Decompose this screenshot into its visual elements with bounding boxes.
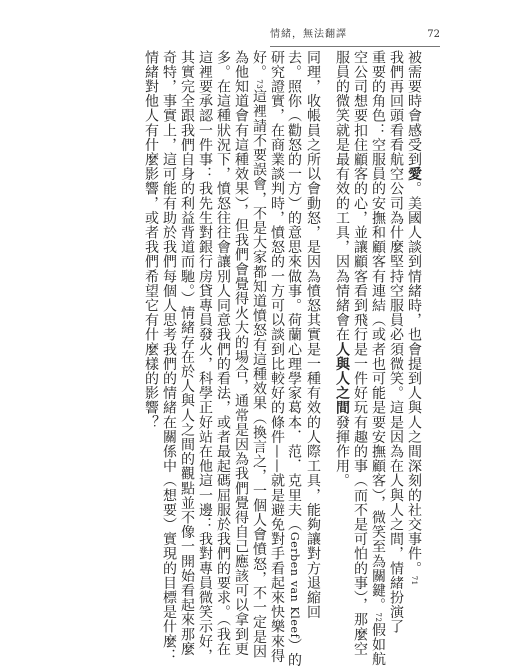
text-run: 我們再回頭看看航空公司為什麼堅持空服員必須微笑。這是因為在人與人之間，情緒扮演了 <box>388 50 404 634</box>
text-run: 這裡請不要誤會，不是大家都知道憤怒有這種效果（換言之，一個人會憤怒，不一定是因 <box>251 89 267 659</box>
footnote-marker: 71 <box>410 575 418 586</box>
paragraph-2-line <box>232 50 249 657</box>
footnote-marker: 72 <box>374 612 382 623</box>
emphasis-text: 愛 <box>406 166 422 182</box>
vertical-text-body <box>36 50 422 667</box>
footnote-marker: 73 <box>255 79 263 90</box>
text-run: 被需要時會感受到 <box>406 50 422 167</box>
text-run: 重要的角色：空服員的安撫和顧客有連結（或者也可能是要安撫顧客），微笑至為關鍵。 <box>370 50 386 613</box>
text-run: 好。 <box>251 50 267 80</box>
paragraph-1-line <box>351 50 368 657</box>
paragraph-gap <box>322 50 332 486</box>
paragraph-2-line <box>214 50 231 657</box>
text-run: 情緒對他人有什麼影響，或者我們希望它有什麼樣的影響？ <box>143 50 159 430</box>
paragraph-1-line <box>369 50 386 667</box>
text-run: 研究證實，在商業談判時，憤怒的一方可以談到比較好的條件——就是避免對手看起來快樂來得 <box>269 50 285 664</box>
text-run: 服員的微笑就是最有效的工具，因為情緒會在 <box>334 50 350 342</box>
paragraph-2-line <box>142 50 159 486</box>
text-run: Gerben van Kleef <box>288 531 301 639</box>
text-run: 發揮作用。 <box>334 415 350 488</box>
text-run: 這裡要承認一件事：我先生對銀行房貸專員發火，科學正好站在他這一邊：我對專員微笑示好， <box>197 50 213 664</box>
paragraph-2-line <box>196 50 213 664</box>
paragraph-2-line <box>304 50 321 620</box>
paragraph-1-line <box>405 50 422 586</box>
emphasis-text: 人與人之間 <box>334 342 350 415</box>
paragraph-2-line <box>178 50 195 657</box>
text-run: 空公司想要扣住顧客的心，並讓顧客看到飛行是一件好玩有趣的事（而不是可怕的事），那麼空 <box>352 50 368 657</box>
text-run: 去。照你（勸怒的一方）的意思來做事。荷蘭心理學家葛本．范．克里夫（ <box>286 50 302 532</box>
paragraph-2-line <box>160 50 177 664</box>
text-run: 。美國人談到情緒時，也會提到人與人之間深刻的社交事件。 <box>406 181 422 576</box>
text-run: 同理，收帳員之所以會動怒，是因為憤怒其實是一種有效的人際工具，能夠讓對方退縮回 <box>305 50 321 620</box>
paragraph-1-line <box>333 50 350 486</box>
text-run: 多。在這種狀況下，憤怒往往會讓別人同意我們的看法，或者最起碼屈服於我們的要求。（我在 <box>215 50 231 657</box>
text-run: 奇特，事實上，這可能有助於我們每個人思考我們的情緒在關係中（想要）實現的目標是什麼： <box>161 50 177 664</box>
paragraph-2-line <box>250 50 267 659</box>
text-run: 假如航 <box>370 622 386 667</box>
text-run: 其實完全跟我們自身的利益背道而馳。）情緒存在於人與人之間的觀點並不像一開始看起來那麼 <box>179 50 195 657</box>
page-number: 72 <box>427 29 440 40</box>
chapter-title: 情緒，無法翻譯 <box>270 29 347 40</box>
text-run: ）的 <box>286 638 302 667</box>
paragraph-1-line <box>387 50 404 634</box>
paragraph-2-line <box>286 50 303 667</box>
header-rule <box>270 46 440 47</box>
text-run: 為他知道會有這種效果），但我們會覺得火大的場合，通常是因為我們覺得自己應該可以拿到更 <box>233 50 249 657</box>
paragraph-2-line <box>268 50 285 664</box>
